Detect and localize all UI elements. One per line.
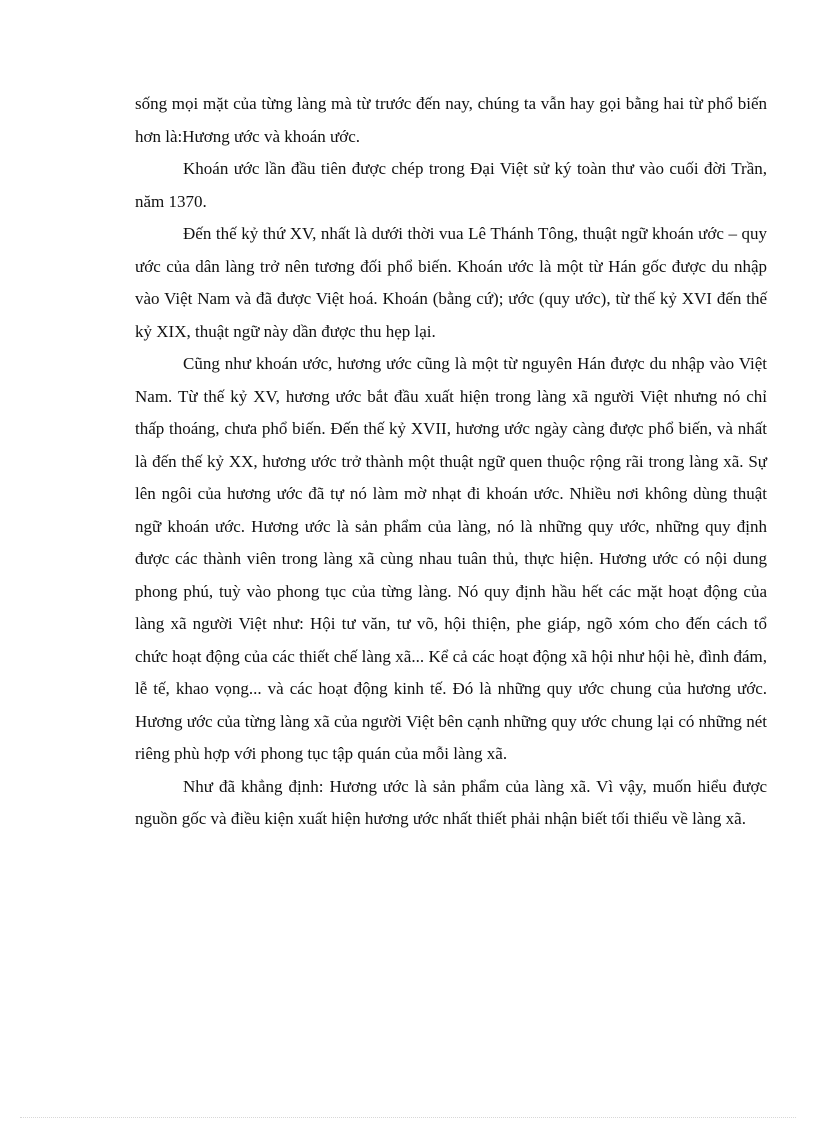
- paragraph-4: Cũng như khoán ước, hương ước cũng là một từ nguyên Hán được du nhập vào Việt Nam. Từ thế kỷ XV, hương ước bắt đầu xuất hiện trong làng xã người Việt nhưng nó chỉ thấp thoáng, chưa phổ biến. Đến thế kỷ XVII, hương ước ngày càng được phổ biến, và nhất là đến thế kỷ XX, hương ước trở thành một thuật ngữ quen thuộc rộng rãi trong làng xã. Sự lên ngôi của hương ước đã tự nó làm mờ nhạt đi khoán ước. Nhiều nơi không dùng thuật ngữ khoán ước. Hương ước là sản phẩm của làng, nó là những quy ước, những quy định được các thành viên trong làng xã cùng nhau tuân thủ, thực hiện. Hương ước có nội dung phong phú, tuỳ vào phong tục của từng làng. Nó quy định hầu hết các mặt hoạt động của làng xã người Việt như: Hội tư văn, tư võ, hội thiện, phe giáp, ngõ xóm cho đến cách tổ chức hoạt động của các thiết chế làng xã... Kể cả các hoạt động xã hội như hội hè, đình đám, lễ tế, khao vọng... và các hoạt động kinh tế. Đó là những quy ước chung của hương ước. Hương ước của từng làng xã của người Việt bên cạnh những quy ước chung lại có những nét riêng phù hợp với phong tục tập quán của mỗi làng xã.: [135, 354, 767, 763]
- paragraph-5: Như đã khẳng định: Hương ước là sản phẩm của làng xã. Vì vậy, muốn hiểu được nguồn gốc và điều kiện xuất hiện hương ước nhất thiết phải nhận biết tối thiểu về làng xã.: [135, 776, 767, 828]
- paragraph-1: sống mọi mặt của từng làng mà từ trước đến nay, chúng ta vẫn hay gọi bằng hai từ phổ biến hơn là:Hương ước và khoán ước.: [135, 94, 767, 146]
- page-bottom-divider: [20, 1117, 796, 1118]
- document-body: [135, 88, 767, 836]
- paragraph-3: Đến thế kỷ thứ XV, nhất là dưới thời vua Lê Thánh Tông, thuật ngữ khoán ước – quy ước của dân làng trở nên tương đối phổ biến. Khoán ước là một từ Hán gốc được du nhập vào Việt Nam và đã được Việt hoá. Khoán (bằng cứ); ước (quy ước), từ thế kỷ XVI đến thế kỷ XIX, thuật ngữ này dần được thu hẹp lại.: [135, 224, 767, 341]
- paragraph-2: Khoán ước lần đầu tiên được chép trong Đại Việt sử ký toàn thư vào cuối đời Trần, năm 1370.: [135, 159, 767, 211]
